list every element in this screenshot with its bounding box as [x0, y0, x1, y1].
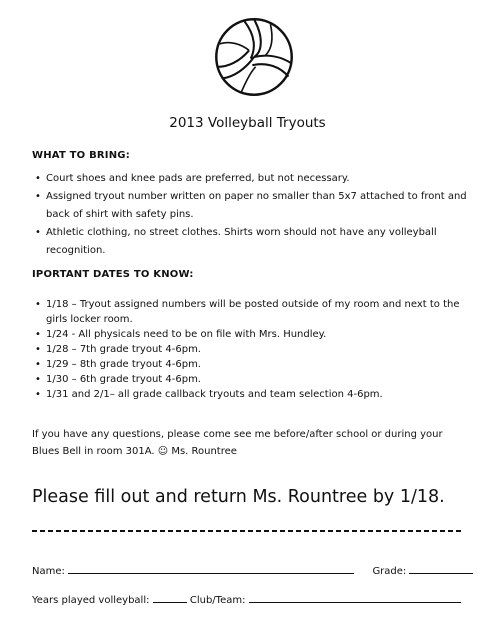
contact-note: If you have any questions, please come see me before/after school or during your Blues Bell in room 301A. ☺ Ms. Rountree: [32, 429, 443, 457]
section-heading-important-dates: IPORTANT DATES TO KNOW:: [32, 269, 194, 280]
experience-row: [32, 592, 461, 606]
name-grade-row: [32, 563, 473, 577]
list-item: • Court shoes and knee pads are preferred, but not necessary.: [32, 170, 472, 188]
important-dates-list: [32, 297, 472, 402]
list-item: • 1/18 – Tryout assigned numbers will be posted outside of my room and next to the girls locker room.: [32, 297, 472, 327]
club-team-label: Club/Team:: [189, 595, 246, 606]
list-item: • 1/31 and 2/1– all grade callback tryouts and team selection 4-6pm.: [32, 387, 472, 402]
list-item: • Assigned tryout number written on paper no smaller than 5x7 attached to front and back of shirt with safety pins.: [32, 188, 472, 224]
grade-field[interactable]: [409, 563, 473, 574]
cut-line-divider: [32, 530, 464, 532]
years-played-field[interactable]: [153, 592, 187, 603]
what-to-bring-list: [32, 170, 472, 260]
page-title: 2013 Volleyball Tryouts: [169, 115, 326, 131]
club-team-field[interactable]: [249, 592, 461, 603]
volleyball-icon: [213, 16, 295, 98]
list-item: • Athletic clothing, no street clothes. Shirts worn should not have any volleyball recognition.: [32, 224, 472, 260]
return-instructions: Please fill out and return Ms. Rountree by 1/18.: [32, 487, 445, 507]
list-item: • 1/24 - All physicals need to be on file with Mrs. Hundley.: [32, 327, 472, 342]
list-item: • 1/30 – 6th grade tryout 4-6pm.: [32, 372, 472, 387]
name-label: Name:: [32, 566, 65, 577]
list-item: • 1/28 – 7th grade tryout 4-6pm.: [32, 342, 472, 357]
grade-label: Grade:: [372, 566, 407, 577]
list-item: • 1/29 – 8th grade tryout 4-6pm.: [32, 357, 472, 372]
section-heading-what-to-bring: WHAT TO BRING:: [32, 150, 130, 161]
name-field[interactable]: [68, 563, 354, 574]
years-played-label: Years played volleyball:: [32, 595, 150, 606]
